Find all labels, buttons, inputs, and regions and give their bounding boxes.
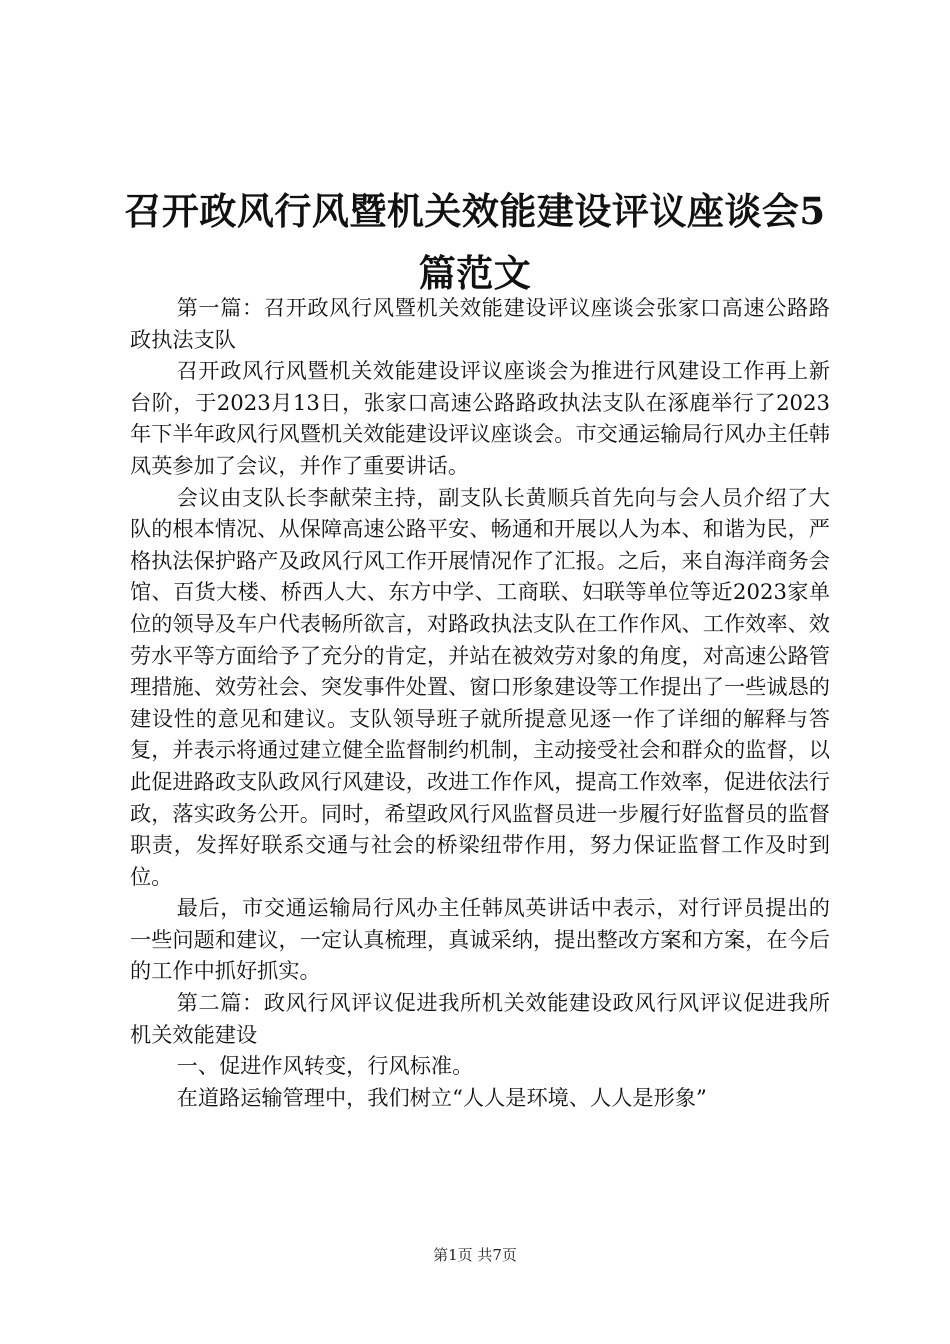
paragraph: 第二篇：政风行风评议促进我所机关效能建设政风行风评议促进我所机关效能建设 <box>130 990 830 1047</box>
paragraph: 召开政风行风暨机关效能建设评议座谈会为推进行风建设工作再上新台阶，于2023月13日，张家口高速公路路政执法支队在涿鹿举行了2023年下半年政风行风暨机关效能建设评议座谈会。市交通运输局行风办主任韩凤英参加了会议，并作了重要讲话。 <box>130 358 830 478</box>
paragraph: 最后，市交通运输局行风办主任韩凤英讲话中表示，对行评员提出的一些问题和建议，一定认真梳理，真诚采纳，提出整改方案和方案，在今后的工作中抓好抓实。 <box>130 895 830 984</box>
page-footer: 第1页 共7页 <box>433 1246 517 1264</box>
document-title: 召开政风行风暨机关效能建设评议座谈会5篇范文 <box>124 189 826 295</box>
paragraph: 一、促进作风转变，行风标准。 <box>176 1053 474 1079</box>
paragraph: 会议由支队长李献荣主持，副支队长黄顺兵首先向与会人员介绍了大队的根本情况、从保障高速公路平安、畅通和开展以人为本、和谐为民，严格执法保护路产及政风行风工作开展情况作了汇报。之后，来自海洋商务会馆、百货大楼、桥西人大、东方中学、工商联、妇联等单位等近2023家单位的领导及车户代表畅所欲言，对路政执法支队在工作作风、工作效率、效劳水平等方面给予了充分的肯定，并站在被效劳对象的角度，对高速公路管理措施、效劳社会、突发事件处置、窗口形象建设等工作提出了一些诚恳的建设性的意见和建议。支队领导班子就所提意见逐一作了详细的解释与答复，并表示将通过建立健全监督制约机制，主动接受社会和群众的监督，以此促进路政支队政风行风建设，改进工作作风，提高工作效率，促进依法行政，落实政务公开。同时，希望政风行风监督员进一步履行好监督员的监督职责，发挥好联系交通与社会的桥梁纽带作用，努力保证监督工作及时到位。 <box>130 484 830 889</box>
document-body <box>130 292 830 1113</box>
paragraph: 第一篇：召开政风行风暨机关效能建设评议座谈会张家口高速公路路政执法支队 <box>130 295 830 352</box>
paragraph: 在道路运输管理中，我们树立“人人是环境、人人是形象” <box>176 1084 707 1110</box>
